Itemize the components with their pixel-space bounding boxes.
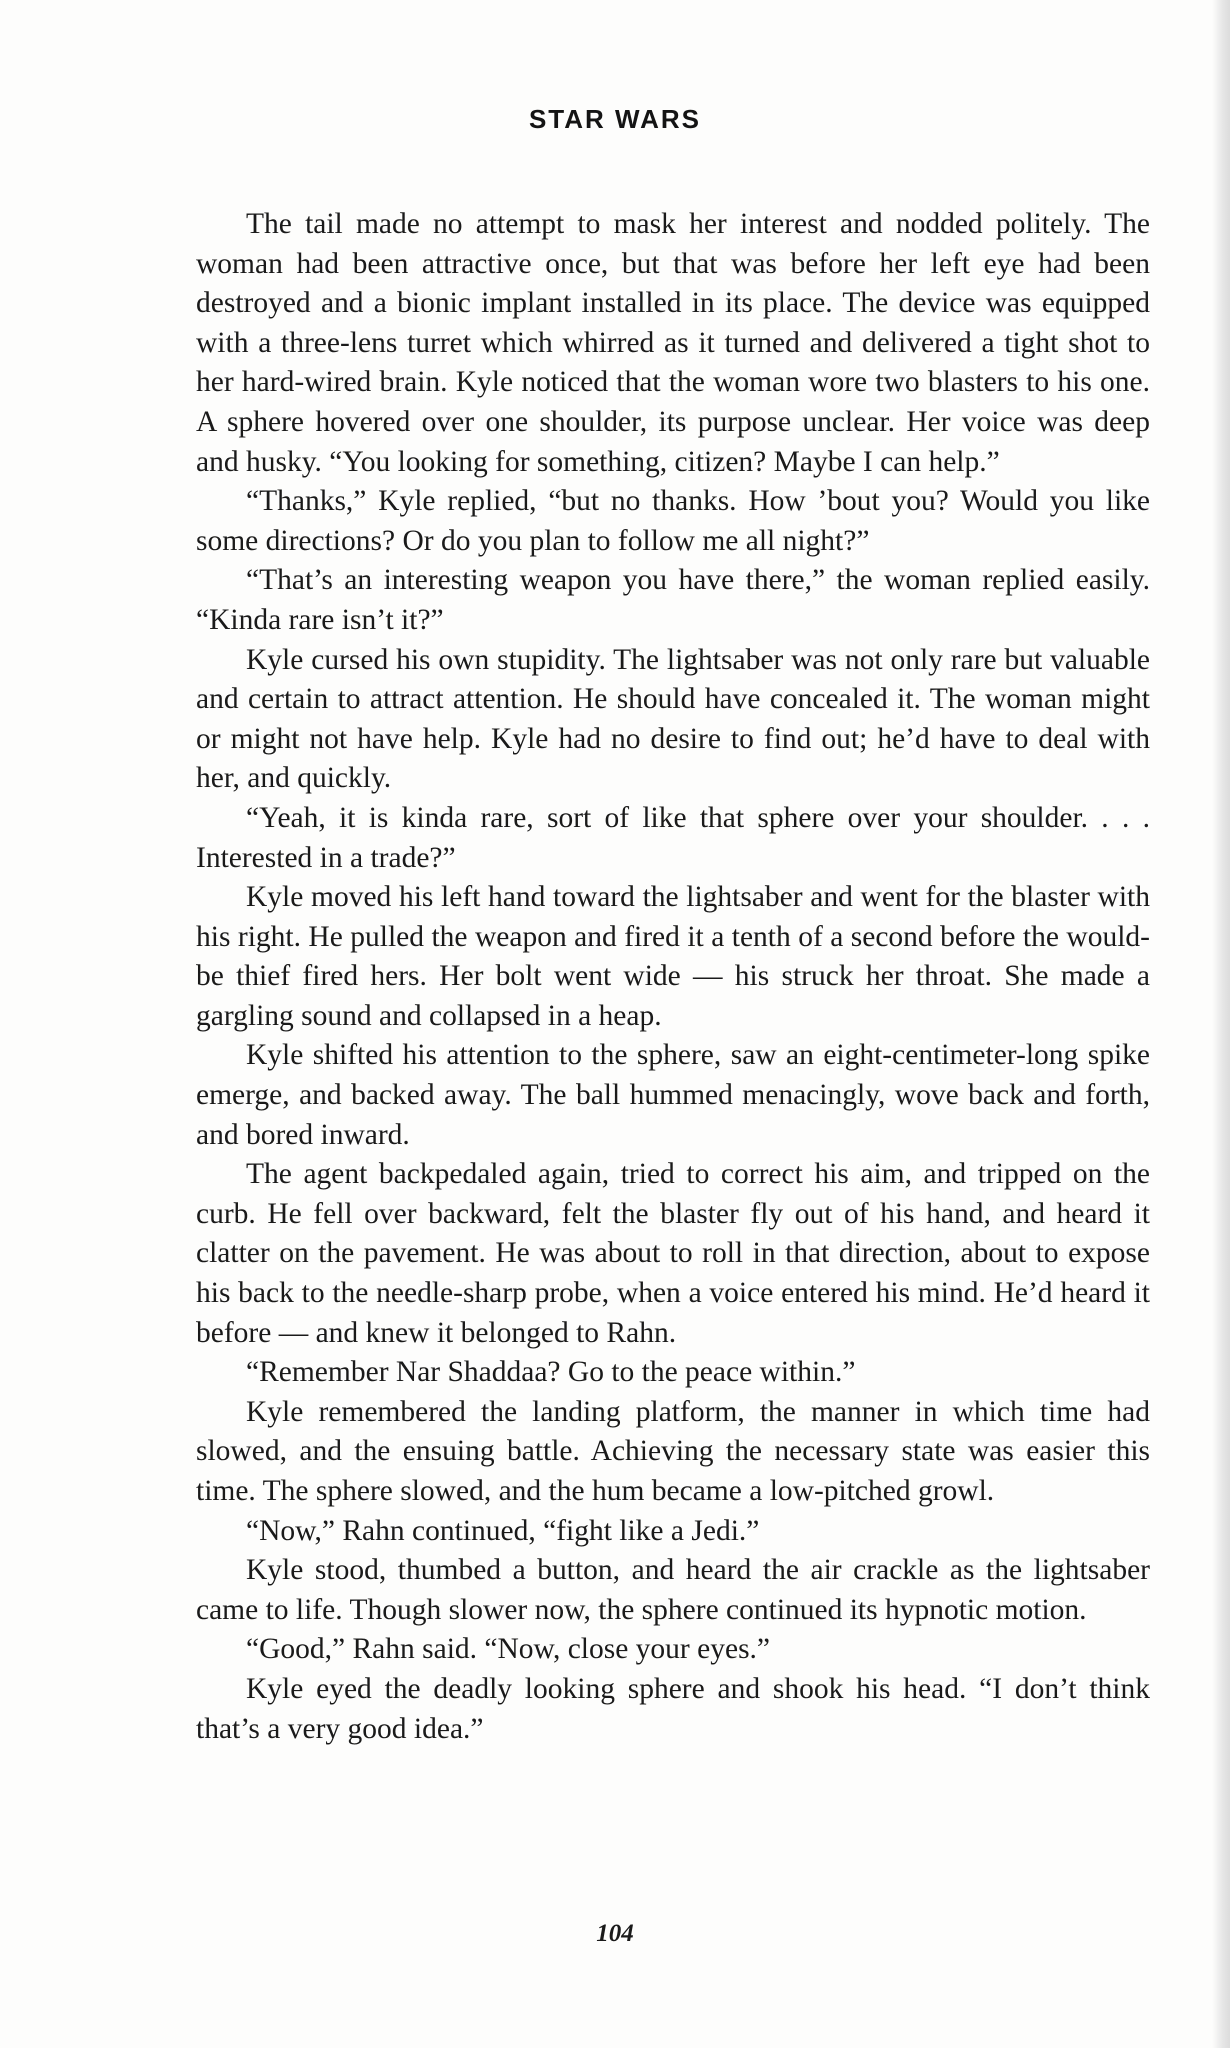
paragraph: “Now,” Rahn continued, “fight like a Jedi.”: [246, 1514, 760, 1547]
paragraph: Kyle shifted his attention to the sphere, saw an eight-centimeter-long spike emerge, and backed away. The ball hummed menacingly, wove back and forth, and bored inward.: [196, 1039, 1150, 1151]
running-head: STAR WARS: [528, 104, 702, 134]
body-text: [196, 205, 1150, 1749]
paragraph: The agent backpedaled again, tried to correct his aim, and tripped on the curb. He fell over backward, felt the blaster fly out of his hand, and heard it clatter on the pavement. He was about to roll in that direction, about to expose his back to the needle-sharp probe, when a voice entered his mind. He’d heard it before — and knew it belonged to Rahn.: [196, 1158, 1150, 1349]
paragraph: Kyle eyed the deadly looking sphere and shook his head. “I don’t think that’s a very good idea.”: [196, 1672, 1150, 1745]
paragraph: “Yeah, it is kinda rare, sort of like that sphere over your shoulder. . . . Interested in a trade?”: [196, 801, 1150, 874]
paragraph: Kyle stood, thumbed a button, and heard the air crackle as the lightsaber came to life. Though slower now, the sphere continued its hypnotic motion.: [196, 1554, 1150, 1626]
paragraph: “Remember Nar Shaddaa? Go to the peace within.”: [246, 1356, 856, 1389]
paragraph: Kyle remembered the landing platform, the manner in which time had slowed, and the ensuing battle. Achieving the necessary state was easier this time. The sphere slowed, and the hum became a low-pitched growl.: [196, 1395, 1150, 1507]
paragraph: Kyle moved his left hand toward the lightsaber and went for the blaster with his right. He pulled the weapon and fired it a tenth of a second before the would-be thief fired hers. Her bolt went wide — his struck her throat. She made a gargling sound and collapsed in a heap.: [196, 881, 1150, 1032]
paragraph: “That’s an interesting weapon you have there,” the woman replied easily. “Kinda rare isn’t it?”: [196, 564, 1150, 636]
page-number: 104: [596, 1920, 634, 1947]
paragraph: “Good,” Rahn said. “Now, close your eyes.”: [246, 1633, 771, 1666]
paragraph: The tail made no attempt to mask her interest and nodded politely. The woman had been attractive once, but that was before her left eye had been destroyed and a bionic implant installed in its place. The device was equipped with a three-lens turret which whirred as it turned and delivered a tight shot to her hard-wired brain. Kyle noticed that the woman wore two blasters to his one. A sphere hovered over one shoulder, its purpose unclear. Her voice was deep and husky. “You looking for something, citizen? Maybe I can help.”: [196, 208, 1150, 478]
paragraph: Kyle cursed his own stupidity. The lightsaber was not only rare but valuable and certain to attract attention. He should have concealed it. The woman might or might not have help. Kyle had no desire to find out; he’d have to deal with her, and quickly.: [196, 643, 1150, 795]
paragraph: “Thanks,” Kyle replied, “but no thanks. How ’bout you? Would you like some directions? Or do you plan to follow me all night?”: [196, 485, 1150, 557]
page-edge-shadow: [1212, 0, 1230, 2048]
